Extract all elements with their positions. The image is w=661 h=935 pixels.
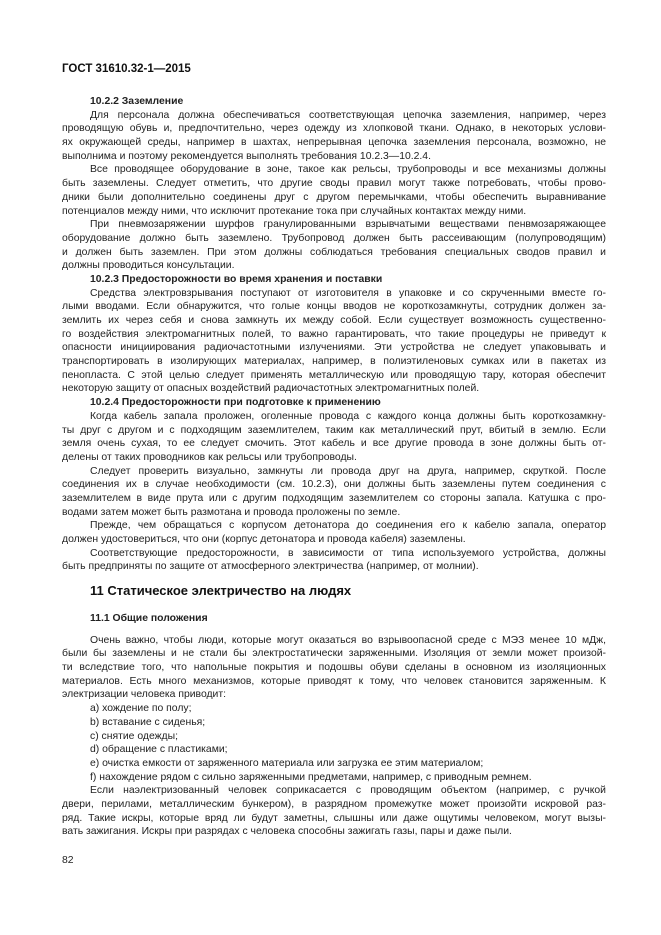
- paragraph-line: вать зажигания. Искры при разрядах с человека способны зажигать газы, пары и даже пыли.: [62, 826, 512, 838]
- section-heading: 10.2.4 Предосторожности при подготовке к применению: [90, 397, 381, 409]
- paragraph-line: дники были дополнительно соединены друг с другом перемычками, чтобы обеспечить выравнивание: [62, 191, 606, 203]
- paragraph-line: Для персонала должна обеспечиваться соответствующая цепочка заземления, например, через: [90, 109, 606, 121]
- paragraph-line: были бы заземлены и не стали бы электростатически заряженными. Изоляция от земли может произой-: [62, 648, 606, 660]
- paragraph-line: го воздействия электромагнитных полей, то важно гарантировать, что такие процедуры не приведут к: [62, 328, 606, 340]
- spacer: [62, 626, 606, 634]
- list-item: e) очистка емкости от заряженного материала или загрузка ее этим материалом;: [90, 757, 484, 769]
- paragraph-line: потенциалов между ними, что исключит протекание тока при случайных контактах между ними.: [62, 205, 527, 217]
- paragraph-line: Все проводящее оборудование в зоне, такое как рельсы, трубопроводы и все механизмы должны: [90, 164, 606, 176]
- paragraph-line: землить их через себя и снова замкнуть их между собой. Если существует возможность существенно-: [62, 315, 606, 326]
- paragraph-line: опасности инициирования радиочастотными излучениями. Эти устройства не следует упаковывать и: [62, 342, 606, 354]
- paragraph-line: лыми вводами. Если обнаружится, что голые концы вводов не короткозамкнуты, сотрудник должен за-: [62, 301, 606, 313]
- paragraph-line: Если наэлектризованный человек соприкасается с проводящим объектом (например, с ручкой: [90, 785, 606, 797]
- paragraph-line: оборудование должно быть заземлено. Трубопровод должен быть рассеивающим (полупроводящим): [62, 232, 606, 244]
- paragraph-line: быть предприняты по защите от атмосферного электричества (например, от молнии).: [62, 561, 479, 573]
- paragraph-line: водами затем может быть размотана и провода проложены по земле.: [62, 506, 401, 518]
- page-number: 82: [62, 855, 74, 866]
- paragraph-line: ряд. Такие искры, которые вряд ли будут заметны, слышны или даже ощутимы человеком, могут вызы-: [62, 812, 606, 824]
- paragraph-line: транспортировать в изолирующих материалах, например, в полиэтиленовых сумках или в пакетах из: [62, 356, 606, 368]
- paragraph-line: и должен быть заземлен. При этом должны соблюдаться требования специальных сводов правил и: [62, 246, 606, 258]
- section-11-1: [62, 612, 606, 839]
- paragraph-line: должен удостовериться, что они (корпус детонатора и провода кабеля) заземлены.: [62, 534, 466, 545]
- subsection-heading: 11.1 Общие положения: [90, 613, 208, 624]
- paragraph-line: Прежде, чем обращаться с корпусом детонатора до соединения его к кабелю запала, оператор: [90, 520, 606, 532]
- list-item: a) хождение по полу;: [90, 703, 192, 715]
- list-item: b) вставание с сиденья;: [90, 716, 206, 728]
- list-item: f) нахождение рядом с сильно заряженными предметами, например, с приводным ремнем.: [90, 771, 532, 783]
- section-heading: 10.2.2 Заземление: [90, 96, 184, 107]
- paragraph-line: выполнима и поэтому рекомендуется выполнять требования 10.2.3—10.2.4.: [62, 150, 431, 162]
- paragraph-line: соединения их в случае необходимости (см. 10.2.3), они должны быть заземлены путем соединения с: [62, 479, 606, 491]
- section-11-heading: 11 Статическое электричество на людях: [90, 583, 352, 598]
- paragraph-line: Очень важно, чтобы люди, которые могут оказаться во взрывоопасной среде с МЭЗ менее 10 мДж,: [90, 634, 606, 646]
- list-item: d) обращение с пластиками;: [90, 744, 228, 756]
- paragraph-line: заземлителем в виде прута или с другим подходящим заземлителем со стороны запала. Катушка с про-: [62, 492, 606, 504]
- section-heading: 10.2.3 Предосторожности во время хранения и поставки: [90, 273, 383, 285]
- paragraph-line: ях окружающей среды, например в шахтах, непрерывная цепочка заземления персонала, возможно, не: [62, 137, 606, 149]
- paragraph-line: Соответствующие предосторожности, в зависимости от типа используемого устройства, должны: [90, 547, 606, 559]
- paragraph-line: делены от таких проводников как рельсы или трубопроводы.: [62, 451, 357, 463]
- paragraph-line: пенопласта. С этой целью следует применять металлическую или проводящую тару, которая обеспечит: [62, 369, 606, 381]
- list-item: c) снятие одежды;: [90, 730, 178, 742]
- paragraph-line: материалов. Есть много механизмов, которые приводят к тому, что человек становится заряженным. К: [62, 675, 606, 687]
- paragraph-line: быть заземлены. Следует отметить, что другие своды правил могут также потребовать, чтобы прово-: [62, 178, 606, 190]
- paragraph-line: При пневмозаряжении шурфов гранулированными взрывчатыми веществами пенвмозаряжающее: [90, 219, 606, 231]
- paragraph-line: земля очень сухая, то ее следует смочить. Этот кабель и все другие провода в зоне должны быть от-: [62, 438, 606, 450]
- paragraph-line: некоторую защиту от опасных воздействий радиочастотных электромагнитных полей.: [62, 383, 480, 395]
- paragraph-line: Средства электровзрывания поступают от изготовителя в упаковке и со скрученными вместе го-: [90, 287, 606, 299]
- paragraph-line: ты друг с другом и с подходящим заземлителем, таким как металлический прут, вбитый в землю. Если: [62, 424, 606, 436]
- paragraph-line: должны проводиться консультации.: [62, 260, 235, 272]
- document-header: ГОСТ 31610.32-1—2015: [62, 63, 191, 75]
- paragraph-line: Когда кабель запала проложен, оголенные провода с каждого конца должны быть короткозамкну-: [90, 410, 606, 422]
- paragraph-line: ти вследствие того, что напольные покрытия и подошвы обуви сделаны в основном из изоляционных: [62, 662, 606, 674]
- section-10-2: [62, 95, 606, 574]
- paragraph-line: Следует проверить визуально, замкнуты ли провода друг на друга, например, скруткой. После: [90, 465, 606, 477]
- paragraph-line: электризации человека приводит:: [62, 689, 227, 701]
- paragraph-line: проводящую обувь и, предпочтительно, через одежду из хлопковой ткани. Однако, в некоторых услови-: [62, 123, 606, 135]
- paragraph-line: двери, перилами, металлическим бункером), в разрядном промежутке может произойти искровой раз-: [62, 798, 606, 810]
